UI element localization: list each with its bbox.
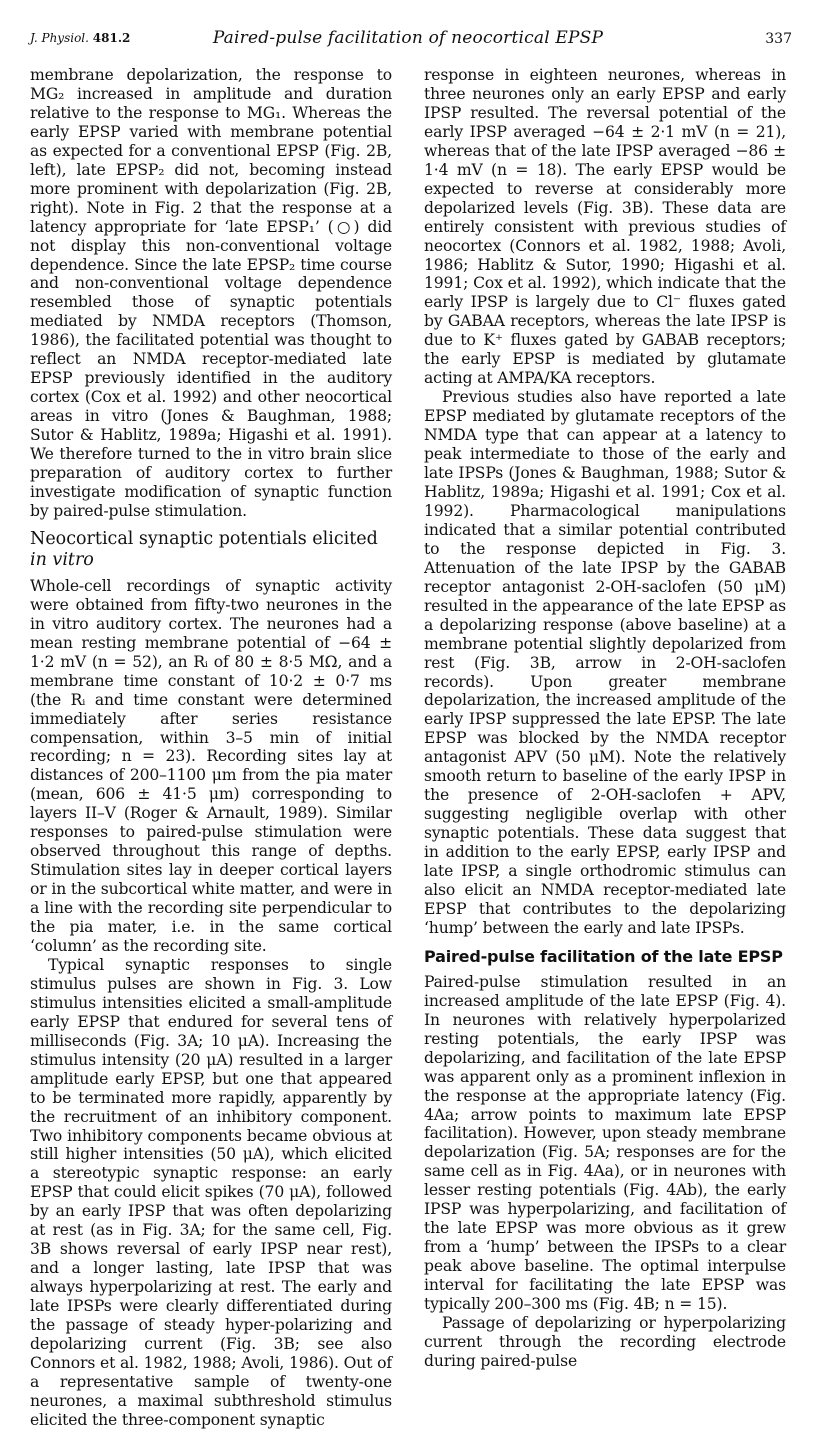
heading-text: Neocortical synaptic potentials elicited (30, 528, 378, 549)
paragraph: Whole-cell recordings of synaptic activity were obtained from fifty-two neurones in the in vitro auditory cortex. The neurones had a mean resting membrane potential of −64 ± 1·2 mV (n = 52), an Rᵢ of 80 ± 8·5 MΩ, and a membrane time constant of 10·2 ± 0·7 ms (the Rᵢ and time constant were determined immediately after series resistance compensation, within 3–5 min of initial recording; n = 23). Recording sites lay at distances of 200–1100 μm from the pia mater (mean, 606 ± 41·5 μm) corresponding to layers II–V (Roger & Arnault, 1989). Similar responses to paired-pulse stimulation were observed throughout this range of depths. Stimulation sites lay in deeper cortical layers or in the subcortical white matter, and were in a line with the recording site perpendicular to the pia mater, i.e. in the same cortical ‘column’ as the recording site. (30, 576, 392, 955)
paragraph: Typical synaptic responses to single stimulus pulses are shown in Fig. 3. Low stimulus intensities elicited a small-amplitude early EPSP that endured for several tens of milliseconds (Fig. 3A; 10 μA). Increasing the stimulus intensity (20 μA) resulted in a larger amplitude early EPSP, but one that appeared to be terminated more rapidly, apparently by the recruitment of an inhibitory component. Two inhibitory components became obvious at still higher intensities (50 μA), which elicited a stereotypic synaptic response: an early EPSP that could elicit spikes (70 μA), followed by an early IPSP that was often depolarizing at rest (as in Fig. 3A; for the same cell, Fig. 3B shows reversal of early IPSP near rest), and a longer lasting, late IPSP that was always hyperpolarizing at rest. The early and late IPSPs were clearly differentiated during the passage of steady hyper-polarizing and depolarizing current (Fig. 3B; see also Connors et al. 1982, 1988; Avoli, 1986). Out of a representative sample of twenty-one neurones, a maximal subthreshold stimulus elicited the three-component synaptic (30, 955, 392, 1429)
paragraph: response in eighteen neurones, whereas in three neurones only an early EPSP and early IPSP resulted. The reversal potential of the early IPSP averaged −64 ± 2·1 mV (n = 21), whereas that of the late IPSP averaged −86 ± 1·4 mV (n = 18). The early EPSP would be expected to reverse at considerably more depolarized levels (Fig. 3B). These data are entirely consistent with previous studies of neocortex (Connors et al. 1982, 1988; Avoli, 1986; Hablitz & Sutor, 1990; Higashi et al. 1991; Cox et al. 1992), which indicate that the early IPSP is largely due to Cl⁻ fluxes gated by GABAA receptors, whereas the late IPSP is due to K⁺ fluxes gated by GABAB receptors; the early EPSP is mediated by glutamate acting at AMPA/KA receptors. (424, 66, 786, 388)
section-heading: Paired-pulse facilitation of the late EPSP (424, 946, 783, 966)
right-column (424, 66, 786, 1371)
running-title: Paired-pulse facilitation of neocortical EPSP (212, 28, 604, 48)
volume-issue: 481.2 (92, 31, 131, 45)
page-number: 337 (765, 31, 792, 47)
left-column (30, 66, 392, 1430)
paragraph: Paired-pulse stimulation resulted in an increased amplitude of the late EPSP (Fig. 4). In neurones with relatively hyperpolarized resting potentials, the early IPSP was depolarizing, and facilitation of the late EPSP was apparent only as a prominent inflexion in the response at the appropriate latency (Fig. 4Aa; arrow points to maximum late EPSP facilitation). However, upon steady membrane depolarization (Fig. 5A; responses are for the same cell as in Fig. 4Aa), or in neurones with lesser resting potentials (Fig. 4Ab), the early IPSP was hyperpolarizing, and facilitation of the late EPSP was more obvious as it grew from a ‘hump’ between the IPSPs to a clear peak above baseline. The optimal interpulse interval for facilitating the late EPSP was typically 200–300 ms (Fig. 4B; n = 15). (424, 972, 786, 1314)
paragraph: Previous studies also have reported a late EPSP mediated by glutamate receptors of the NMDA type that can appear at a latency to peak intermediate to those of the early and late IPSPs (Jones & Baughman, 1988; Sutor & Hablitz, 1989a; Higashi et al. 1991; Cox et al. 1992). Pharmacological manipulations indicated that a similar potential contributed to the response depicted in Fig. 3. Attenuation of the late IPSP by the GABAB receptor antagonist 2-OH-saclofen (50 μM) resulted in the appearance of the late EPSP as a depolarizing response (above baseline) at a membrane potential slightly depolarized from rest (Fig. 3B, arrow in 2-OH-saclofen records). Upon greater membrane depolarization, the increased amplitude of the early IPSP suppressed the late EPSP. The late EPSP was blocked by the NMDA receptor antagonist APV (50 μM). Note the relatively smooth return to baseline of the early IPSP in the presence of 2-OH-saclofen + APV, suggesting negligible overlap with other synaptic potentials. These data suggest that in addition to the early EPSP, early IPSP and late IPSP, a single orthodromic stimulus can also elicit an NMDA receptor-mediated late EPSP that contributes to the depolarizing ‘hump’ between the early and late IPSPs. (424, 388, 786, 937)
paragraph: Passage of depolarizing or hyperpolarizing current through the recording electrode during paired-pulse (424, 1314, 786, 1370)
section-heading (30, 529, 392, 571)
paragraph: membrane depolarization, the response to MG₂ increased in amplitude and duration relative to the response to MG₁. Whereas the early EPSP varied with membrane potential as expected for a conventional EPSP (Fig. 2B, left), late EPSP₂ did not, becoming instead more prominent with depolarization (Fig. 2B, right). Note in Fig. 2 that the response at a latency appropriate for ‘late EPSP₁’ (○) did not display this non-conventional voltage dependence. Since the late EPSP₂ time course and non-conventional voltage dependence resembled those of synaptic potentials mediated by NMDA receptors (Thomson, 1986), the facilitated potential was thought to reflect an NMDA receptor-mediated late EPSP previously identified in the auditory cortex (Cox et al. 1992) and other neocortical areas in vitro (Jones & Baughman, 1988; Sutor & Hablitz, 1989a; Higashi et al. 1991). We therefore turned to the in vitro brain slice preparation of auditory cortex to further investigate modification of synaptic function by paired-pulse stimulation. (30, 66, 392, 520)
heading-italic-text: in vitro (30, 549, 94, 570)
journal-name: J. Physiol. (30, 31, 89, 45)
